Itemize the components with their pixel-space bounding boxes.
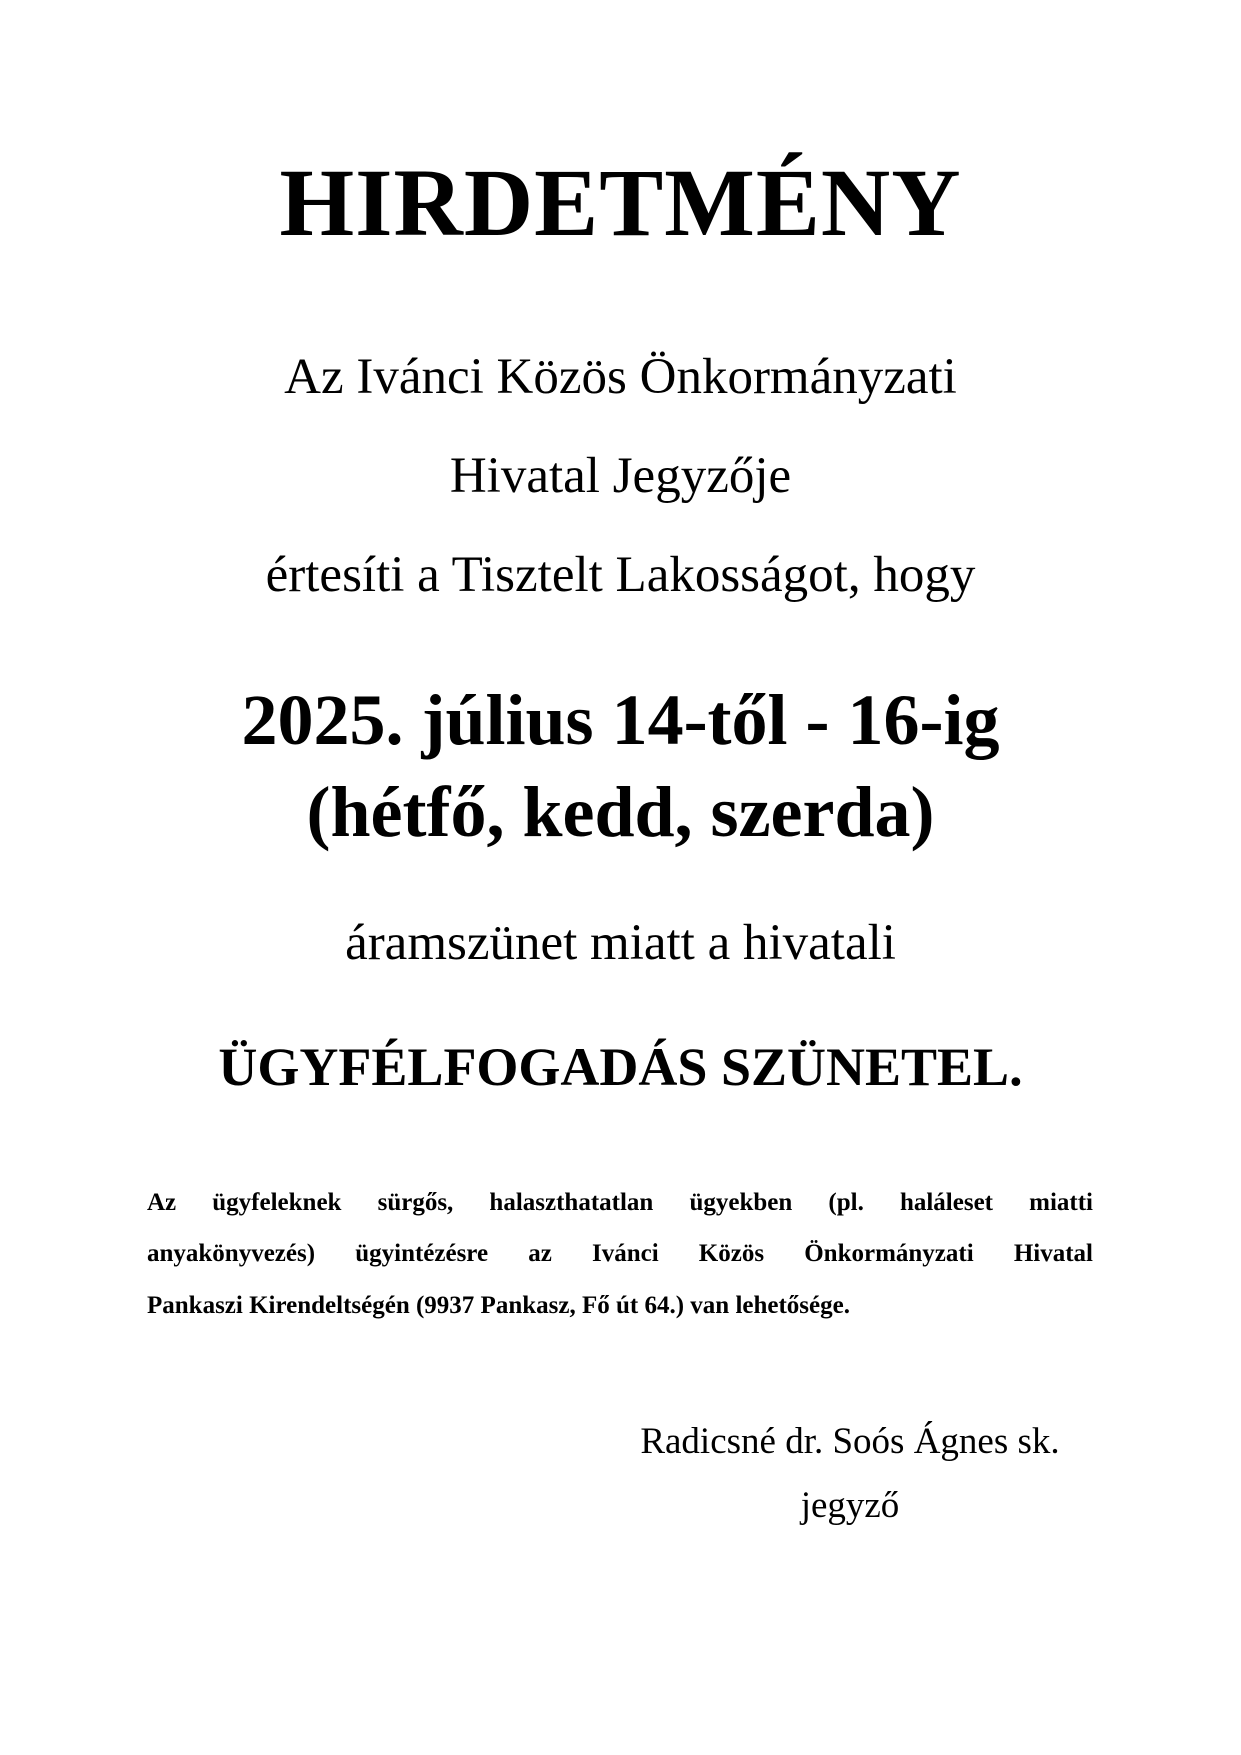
closure-notice-heading: ÜGYFÉLFOGADÁS SZÜNETEL. [218,1037,1023,1097]
closure-date-range: 2025. július 14-től - 16-ig [241,680,1000,760]
signature-name: Radicsné dr. Soós Ágnes sk. [640,1421,1060,1462]
signature-role: jegyző [800,1485,900,1526]
closure-reason: áramszünet miatt a hivatali [345,915,896,971]
notice-line-2: anyakönyvezés) ügyintézésre az Iváncі Közös Önkormányzati Hivatal [147,1240,1093,1267]
intro-line-3: értesíti a Tisztelt Lakosságot, hogy [265,547,976,603]
closure-weekdays: (hétfő, kedd, szerda) [306,772,935,852]
intro-line-2: Hivatal Jegyzője [449,448,792,504]
notice-line-1: Az ügyfeleknek sürgős, halaszthatatlan ügyekben (pl. haláleset miatti [147,1189,1093,1216]
page-title: HIRDETMÉNY [279,149,962,256]
intro-line-1: Az Iváncі Közös Önkormányzati [284,349,957,405]
notice-line-3: Pankaszi Kirendeltségén (9937 Pankasz, Fő út 64.) van lehetősége. [147,1292,850,1319]
